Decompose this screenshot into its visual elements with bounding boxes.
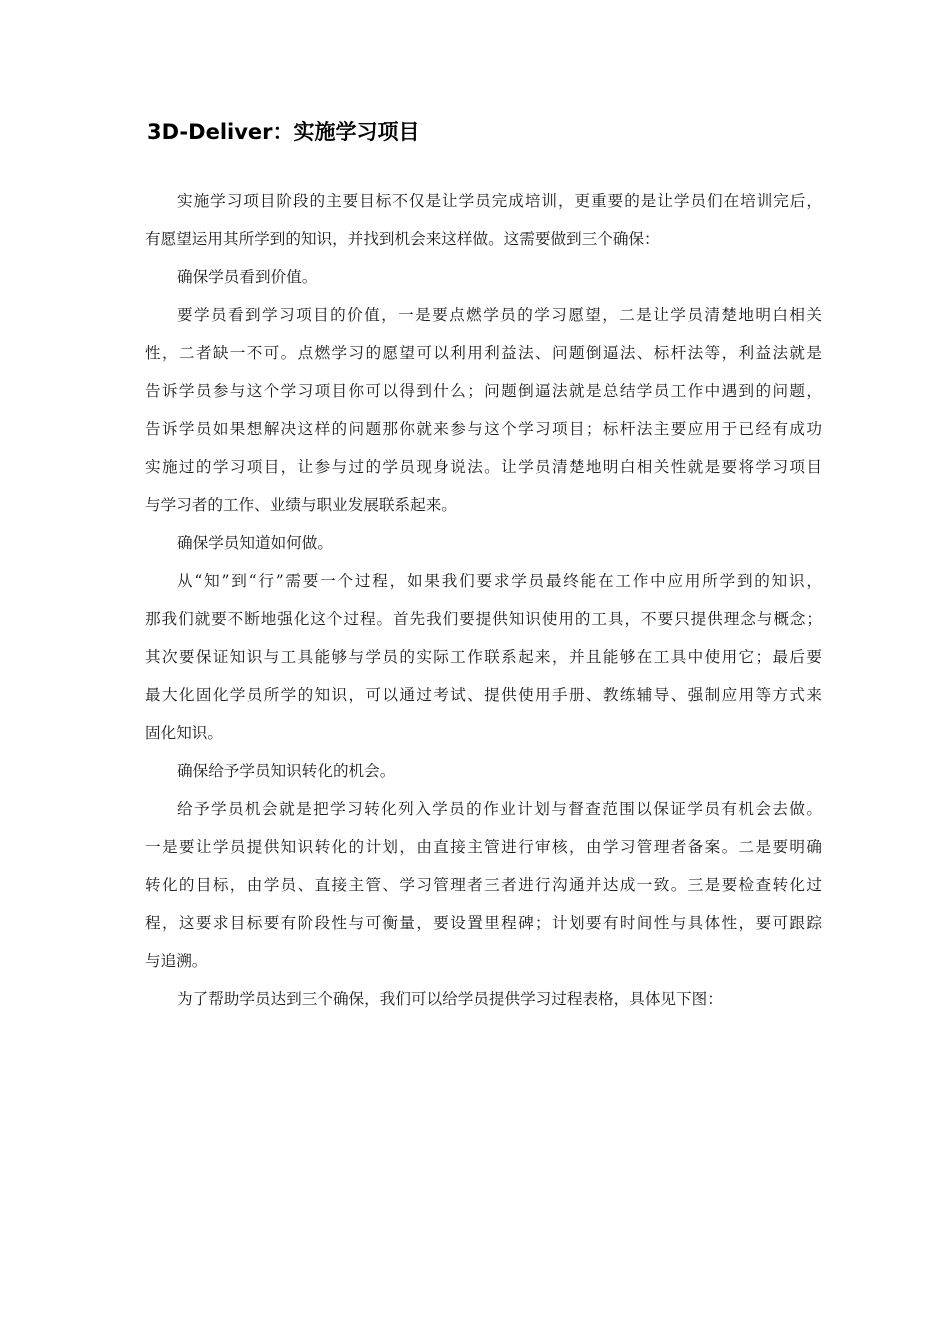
- document-title: 3D-Deliver：实施学习项目: [147, 120, 420, 144]
- text-line: 程，这要求目标要有阶段性与可衡量，要设置里程碑；计划要有时间性与具体性，要可跟踪: [145, 914, 822, 932]
- paragraph-intro: [145, 182, 822, 258]
- text-line: 要学员看到学习项目的价值，一是要点燃学员的学习愿望，二是让学员清楚地明白相关: [177, 306, 822, 324]
- paragraph-heading-opportunity: [145, 752, 822, 790]
- text-line: 确保给予学员知识转化的机会。: [177, 762, 396, 780]
- text-line: 性，二者缺一不可。点燃学习的愿望可以利用利益法、问题倒逼法、标杆法等，利益法就是: [145, 344, 822, 362]
- paragraph-closing: [145, 980, 822, 1018]
- paragraph-heading-value: [145, 258, 822, 296]
- text-line: 固化知识。: [145, 724, 223, 742]
- document-body: [145, 182, 822, 1018]
- paragraph-how-detail: [145, 562, 822, 752]
- text-line: 告诉学员参与这个学习项目你可以得到什么；问题倒逼法就是总结学员工作中遇到的问题，: [145, 382, 822, 400]
- text-line: 其次要保证知识与工具能够与学员的实际工作联系起来，并且能够在工具中使用它；最后要: [145, 648, 822, 666]
- text-line: 从“知”到“行”需要一个过程，如果我们要求学员最终能在工作中应用所学到的知识，: [177, 572, 822, 590]
- text-line: 告诉学员如果想解决这样的问题那你就来参与这个学习项目；标杆法主要应用于已经有成功: [145, 420, 822, 438]
- paragraph-heading-how: [145, 524, 822, 562]
- text-line: 有愿望运用其所学到的知识，并找到机会来这样做。这需要做到三个确保：: [145, 230, 660, 248]
- text-line: 为了帮助学员达到三个确保，我们可以给学员提供学习过程表格，具体见下图：: [177, 990, 723, 1008]
- text-line: 那我们就要不断地强化这个过程。首先我们要提供知识使用的工具，不要只提供理念与概念；: [145, 610, 822, 628]
- paragraph-opportunity-detail: [145, 790, 822, 980]
- text-line: 确保学员知道如何做。: [177, 534, 333, 552]
- text-line: 转化的目标，由学员、直接主管、学习管理者三者进行沟通并达成一致。三是要检查转化过: [145, 876, 822, 894]
- paragraph-value-detail: [145, 296, 822, 524]
- text-line: 给予学员机会就是把学习转化列入学员的作业计划与督查范围以保证学员有机会去做。: [177, 800, 822, 818]
- text-line: 确保学员看到价值。: [177, 268, 318, 286]
- text-line: 一是要让学员提供知识转化的计划，由直接主管进行审核，由学习管理者备案。二是要明确: [145, 838, 822, 856]
- text-line: 最大化固化学员所学的知识，可以通过考试、提供使用手册、教练辅导、强制应用等方式来: [145, 686, 822, 704]
- text-line: 实施学习项目阶段的主要目标不仅是让学员完成培训，更重要的是让学员们在培训完后，: [177, 192, 822, 210]
- text-line: 与追溯。: [145, 952, 208, 970]
- text-line: 实施过的学习项目，让参与过的学员现身说法。让学员清楚地明白相关性就是要将学习项目: [145, 458, 822, 476]
- text-line: 与学习者的工作、业绩与职业发展联系起来。: [145, 496, 457, 514]
